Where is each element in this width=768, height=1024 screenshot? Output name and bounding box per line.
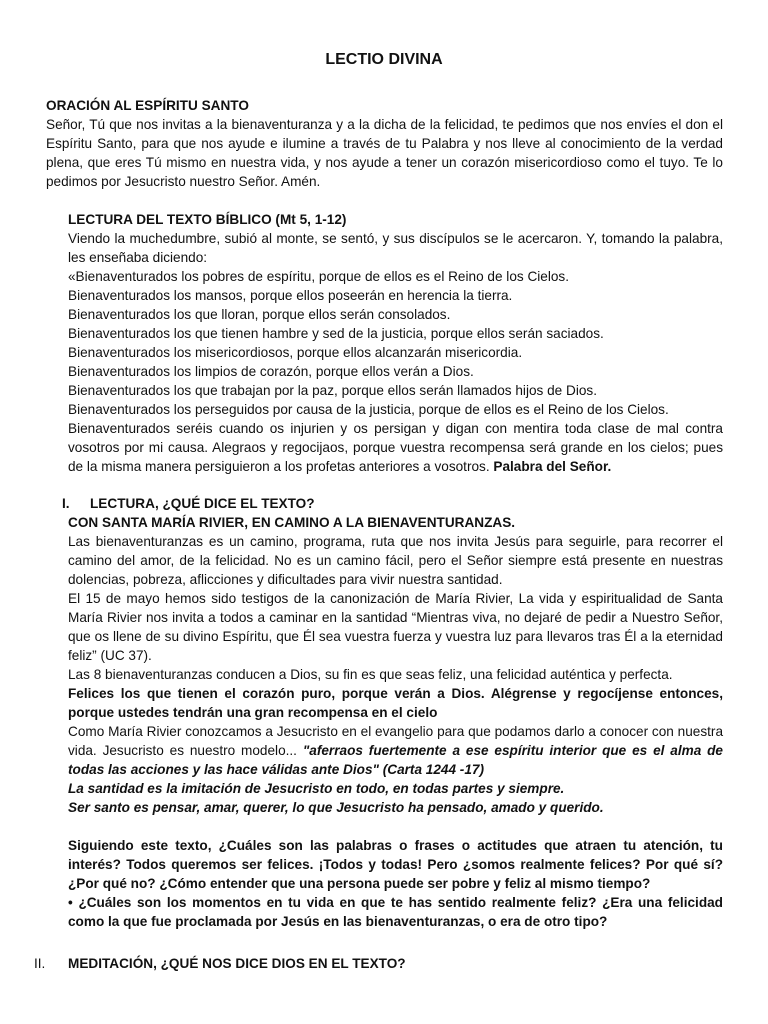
beatitude-line: Bienaventurados los limpios de corazón, porque ellos verán a Dios. [68,364,474,379]
section-1-bold-quote: Felices los que tienen el corazón puro, porque verán a Dios. Alégrense y regocíjense entonces, porque ustedes tendrán una gran recompensa en el cielo [68,686,723,720]
question-paragraph: • ¿Cuáles son los momentos en tu vida en que te has sentido realmente feliz? ¿Era una felicidad como la que fue proclamada por Jesús en las bienaventuranzas, o era de otro tipo? [68,895,723,929]
section-1-number: I. [62,496,70,511]
lectura-section [68,210,723,476]
section-2-heading: MEDITACIÓN, ¿QUÉ NOS DICE DIOS EN EL TEXTO? [68,956,406,971]
lectura-intro: Viendo la muchedumbre, subió al monte, se sentó, y sus discípulos se le acercaron. Y, tomando la palabra, les enseñaba diciendo: [68,231,723,265]
page-title: LECTIO DIVINA [325,51,443,68]
beatitude-line: Bienaventurados los mansos, porque ellos poseerán en herencia la tierra. [68,288,513,303]
oracion-section [46,96,723,191]
section-1-heading-row [62,494,723,513]
lectura-closing: Palabra del Señor. [493,459,612,474]
section-1-carta-quote: "aferraos fuertemente a ese espíritu interior que es el alma de todas las acciones y las hace válidas ante Dios" (Carta 1244 -17) [68,743,723,777]
oracion-text: Señor, Tú que nos invitas a la bienaventuranza y a la dicha de la felicidad, te pedimos que nos envíes el don el Espíritu Santo, para que nos ayude e ilumine a través de tu Palabra y nos lleve al conocimiento de la verdad plena, que eres Tú mismo en nuestra vida, y nos ayude a tener un corazón misericordioso como el tuyo. Te lo pedimos por Jesucristo nuestro Señor. Amén. [46,117,723,189]
beatitude-line: «Bienaventurados los pobres de espíritu, porque de ellos es el Reino de los Cielos. [68,269,570,284]
section-1-body [68,513,723,817]
beatitude-line: Bienaventurados los que trabajan por la paz, porque ellos serán llamados hijos de Dios. [68,383,597,398]
oracion-heading: ORACIÓN AL ESPÍRITU SANTO [46,98,249,113]
section-1-italic-line: La santidad es la imitación de Jesucristo en todo, en todas partes y siempre. [68,781,565,796]
beatitude-line: Bienaventurados los que tienen hambre y sed de la justicia, porque ellos serán saciados. [68,326,604,341]
lectura-heading: LECTURA DEL TEXTO BÍBLICO (Mt 5, 1-12) [68,212,347,227]
section-1-italic-line: Ser santo es pensar, amar, querer, lo que Jesucristo ha pensado, amado y querido. [68,800,604,815]
section-1-paragraph: Las 8 bienaventuranzas conducen a Dios, su fin es que seas feliz, una felicidad auténtica y perfecta. [68,667,673,682]
question-paragraph: Siguiendo este texto, ¿Cuáles son las palabras o frases o actitudes que atraen tu atención, tu interés? Todos queremos ser felices. ¡Todos y todas! Pero ¿somos realmente felices? Por qué sí? ¿Por qué no? ¿Cómo entender que una persona puede ser pobre y feliz al mismo tiempo? [68,838,723,891]
section-1-heading: LECTURA, ¿QUÉ DICE EL TEXTO? [90,496,315,511]
lectura-last [68,419,723,476]
section-1-questions [68,836,723,931]
section-1-modelo-text: Como María Rivier conozcamos a Jesucristo en el evangelio para que podamos darlo a conocer con nuestra vida. Jesucristo es nuestro modelo... [68,724,723,758]
section-1-paragraph: Las bienaventuranzas es un camino, programa, ruta que nos invita Jesús para seguirle, para recorrer el camino del amor, de la felicidad. No es un camino fácil, pero el Señor siempre está presente en nuestras dolencias, pobreza, aflicciones y dificultades para vivir nuestra santidad. [68,534,723,587]
lectura-last-text: Bienaventurados seréis cuando os injurien y os persigan y digan con mentira toda clase de mal contra vosotros por mi causa. Alegraos y regocijaos, porque vuestra recompensa será grande en los cielos; pues de la misma manera persiguieron a los profetas anteriores a vosotros. [68,421,723,474]
beatitude-line: Bienaventurados los perseguidos por causa de la justicia, porque de ellos es el Reino de los Cielos. [68,402,669,417]
beatitude-line: Bienaventurados los misericordiosos, porque ellos alcanzarán misericordia. [68,345,523,360]
section-1-subheading: CON SANTA MARÍA RIVIER, EN CAMINO A LA BIENAVENTURANZAS. [68,515,516,530]
section-1-paragraph [68,722,723,779]
section-2-number: II. [34,956,46,971]
beatitude-line: Bienaventurados los que lloran, porque ellos serán consolados. [68,307,451,322]
section-1-paragraph: El 15 de mayo hemos sido testigos de la canonización de María Rivier, La vida y espiritualidad de Santa María Rivier nos invita a todos a caminar en la santidad “Mientras viva, no dejaré de pedir a Nuestro Señor, que os llene de su divino Espíritu, que Él sea vuestra fuerza y vuestra luz para llevaros tras Él a la eternidad feliz” (UC 37). [68,591,723,663]
section-2-heading-row [34,954,723,973]
